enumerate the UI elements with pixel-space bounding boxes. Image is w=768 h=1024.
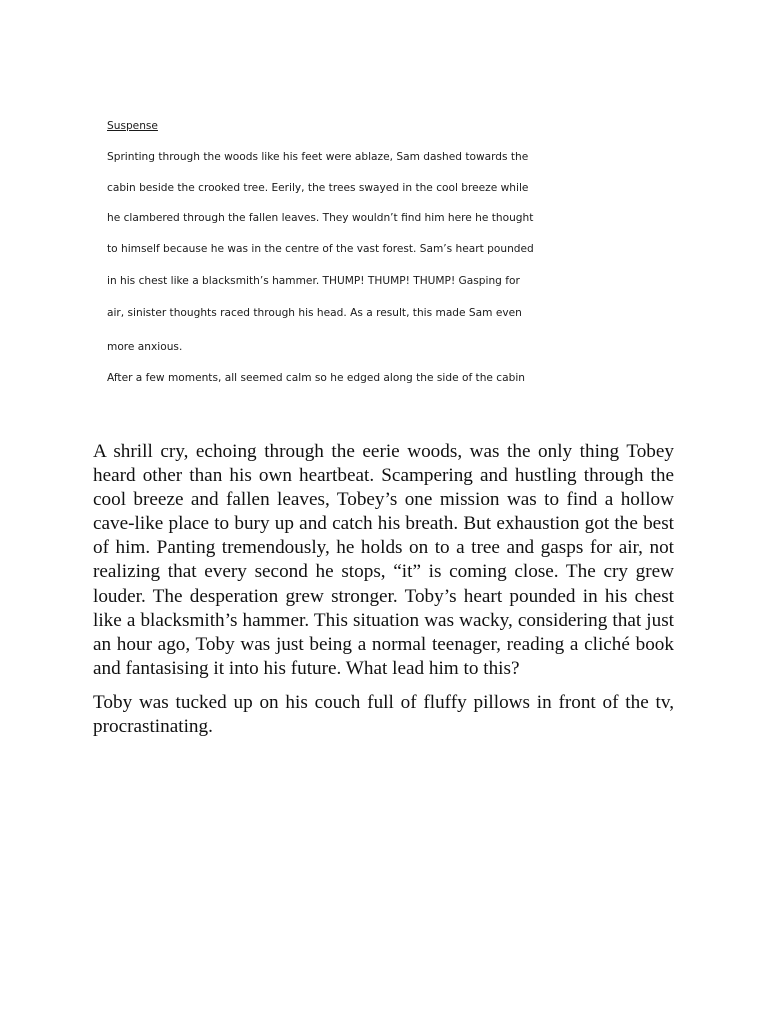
suspense-line: After a few moments, all seemed calm so he edged along the side of the cabin — [107, 372, 526, 384]
story-paragraph-1: A shrill cry, echoing through the eerie woods, was the only thing Tobey heard other than his own heartbeat. Scampering and hustling through the cool breeze and fallen leaves, Tobey’s one mission was to find a hollow cave-like place to bury up and catch his breath. But exhaustion got the best of him. Panting tremendously, he holds on to a tree and gasps for air, not realizing that every second he stops, “it” is coming close. The cry grew louder. The desperation grew stronger. Toby’s heart pounded in his chest like a blacksmith’s hammer. This situation was wacky, considering that just an hour ago, Toby was just being a normal teenager, reading a cliché book and fantasising it into his future. What lead him to this? — [93, 441, 674, 679]
story-section — [93, 440, 674, 749]
suspense-line: air, sinister thoughts raced through his head. As a result, this made Sam even — [107, 307, 522, 319]
story-paragraph-2: Toby was tucked up on his couch full of fluffy pillows in front of the tv, procrastinating. — [93, 691, 674, 738]
suspense-line: Sprinting through the woods like his feet were ablaze, Sam dashed towards the — [107, 151, 529, 163]
suspense-line: cabin beside the crooked tree. Eerily, the trees swayed in the cool breeze while — [107, 182, 529, 194]
suspense-line: he clambered through the fallen leaves. They wouldn’t find him here he thought — [107, 212, 534, 224]
suspense-line: in his chest like a blacksmith’s hammer. THUMP! THUMP! THUMP! Gasping for — [107, 275, 520, 287]
suspense-heading: Suspense — [107, 120, 158, 132]
suspense-line: to himself because he was in the centre of the vast forest. Sam’s heart pounded — [107, 243, 534, 255]
suspense-line: more anxious. — [107, 341, 183, 353]
